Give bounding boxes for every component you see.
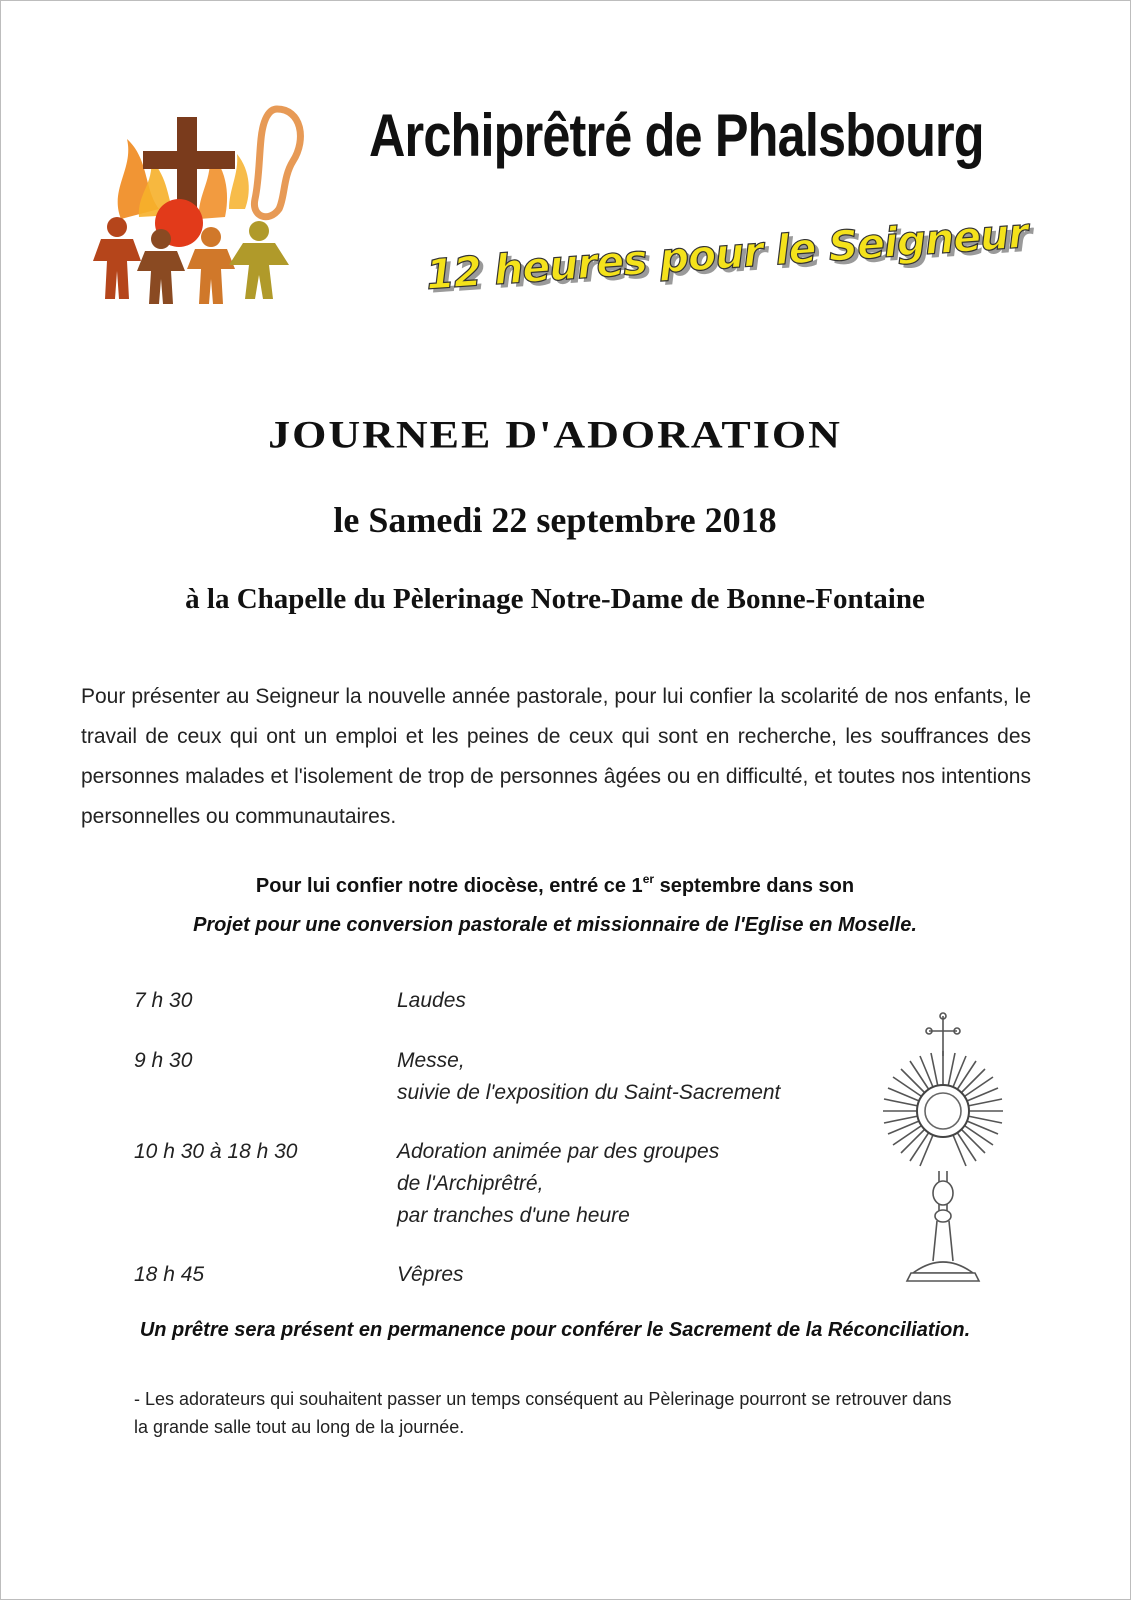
schedule-line: Adoration animée par des groupes <box>397 1140 720 1163</box>
schedule-line: Messe, <box>397 1049 465 1072</box>
schedule-item <box>397 1259 837 1291</box>
schedule-line: suivie de l'exposition du Saint-Sacrement <box>397 1081 781 1104</box>
event-location: à la Chapelle du Pèlerinage Notre-Dame de Bonne-Fontaine <box>185 583 925 615</box>
schedule-item <box>397 1136 837 1232</box>
event-date: le Samedi 22 septembre 2018 <box>333 500 777 540</box>
archipretre-logo <box>79 99 311 304</box>
diocese-line-1 <box>1 867 1109 906</box>
ordinal-suffix: er <box>642 872 655 886</box>
schedule-item <box>397 985 837 1017</box>
parish-title: Archiprêtré de Phalsbourg <box>369 102 984 169</box>
event-title: JOURNEE D'ADORATION <box>268 412 842 457</box>
schedule-line: Vêpres <box>397 1263 464 1286</box>
diocese-line-1-end: septembre dans son <box>654 875 855 897</box>
footer-note: - Les adorateurs qui souhaitent passer un temps conséquent au Pèlerinage pourront se retrouver dans la grande salle tout au long de la journée. <box>134 1389 952 1437</box>
priest-notice: Un prêtre sera présent en permanence pour conférer le Sacrement de la Réconciliation. <box>139 1319 971 1341</box>
monstrance-illustration <box>863 1011 1033 1291</box>
schedule-time: 9 h 30 <box>134 1049 193 1072</box>
schedule-line: Laudes <box>397 989 466 1012</box>
diocese-line-1-text: Pour lui confier notre diocèse, entré ce 1 <box>255 875 643 897</box>
diocese-project-line: Projet pour une conversion pastorale et missionnaire de l'Eglise en Moselle. <box>193 914 917 936</box>
schedule-line: par tranches d'une heure <box>397 1204 630 1227</box>
subtitle-text: 12 heures pour le Seigneur <box>424 209 1029 299</box>
schedule-item <box>397 1045 837 1109</box>
schedule-time: 7 h 30 <box>134 989 193 1012</box>
schedule-time: 18 h 45 <box>134 1263 205 1286</box>
diocese-intention <box>1 867 1109 945</box>
intro-paragraph: Pour présenter au Seigneur la nouvelle année pastorale, pour lui confier la scolarité de nos enfants, le travail de ceux qui ont un emploi et les peines de ceux qui sont en recherche, les souffrances des personnes malades et l'isolement de trop de personnes âgées ou en difficulté, et toutes nos intentions personnelles ou communautaires. <box>81 685 1031 828</box>
subtitle-wordart <box>424 209 1029 333</box>
schedule-time: 10 h 30 à 18 h 30 <box>134 1140 298 1163</box>
schedule-line: de l'Archiprêtré, <box>397 1172 544 1195</box>
